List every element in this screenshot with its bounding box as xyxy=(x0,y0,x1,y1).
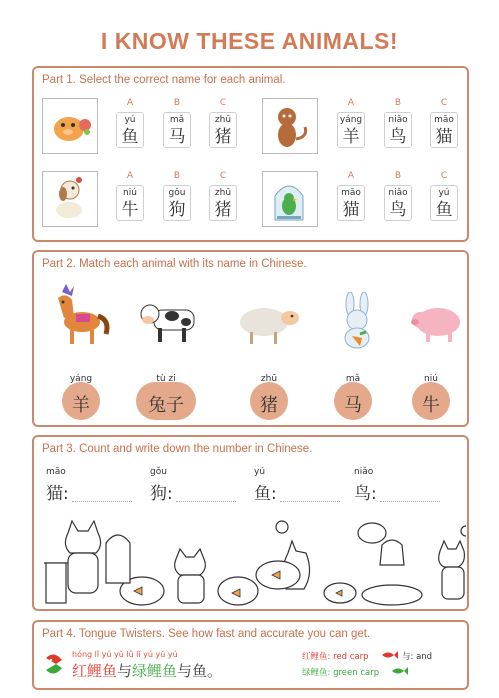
q4-option-c[interactable] xyxy=(430,171,458,221)
option-hanzi: 马 xyxy=(168,127,186,147)
legend-and: 与: and xyxy=(402,652,433,662)
option-pinyin: yáng xyxy=(339,115,363,125)
part3-section xyxy=(32,435,469,611)
pig-icon[interactable] xyxy=(408,300,462,352)
q1-option-b[interactable] xyxy=(163,98,191,148)
count-pinyin: niǎo xyxy=(354,467,374,477)
cat-icon xyxy=(262,98,318,154)
option-letter: B xyxy=(173,98,181,108)
part4-section xyxy=(32,620,469,690)
q2-option-c[interactable] xyxy=(430,98,458,148)
option-pinyin: niǎo xyxy=(388,115,408,125)
name-pinyin: yáng xyxy=(69,374,93,384)
green-fish-icon xyxy=(390,666,408,676)
pig-icon xyxy=(42,98,98,154)
option-pinyin: niú xyxy=(123,188,137,198)
name-hanzi: 马 xyxy=(344,395,362,416)
page-title: I KNOW THESE ANIMALS! xyxy=(100,28,399,54)
answer-line[interactable] xyxy=(280,501,340,502)
option-pinyin: māo xyxy=(341,188,361,198)
option-pinyin: gǒu xyxy=(168,188,186,198)
q1-option-a[interactable] xyxy=(116,98,144,148)
part3-instruction: Part 3. Count and write down the number in Chinese. xyxy=(42,443,313,455)
option-letter: B xyxy=(173,171,181,181)
answer-line[interactable] xyxy=(72,501,132,502)
twister-and: 与 xyxy=(117,662,133,680)
option-hanzi: 牛 xyxy=(121,200,139,220)
count-pinyin: māo xyxy=(46,467,66,477)
name-hanzi: 牛 xyxy=(422,395,440,416)
name-hanzi: 羊 xyxy=(72,395,90,416)
twister-text xyxy=(72,660,222,681)
q4-option-a[interactable] xyxy=(337,171,365,221)
q3-option-c[interactable] xyxy=(209,171,237,221)
option-pinyin: zhū xyxy=(214,188,232,198)
legend-red-carp: 红鲤鱼: red carp xyxy=(302,652,369,662)
part1-instruction: Part 1. Select the correct name for each animal. xyxy=(42,74,286,86)
count-pinyin: gǒu xyxy=(150,467,167,477)
count-bird[interactable] xyxy=(354,467,377,504)
name-hanzi: 猪 xyxy=(260,395,278,416)
sheep-icon[interactable] xyxy=(236,300,302,352)
part1-section xyxy=(32,66,469,242)
q4-option-b[interactable] xyxy=(384,171,412,221)
q1-option-c[interactable] xyxy=(209,98,237,148)
option-letter: A xyxy=(347,171,355,181)
option-pinyin: mǎ xyxy=(169,115,185,125)
part2-instruction: Part 2. Match each animal with its name in Chinese. xyxy=(42,258,307,270)
count-hanzi: 狗: xyxy=(150,484,173,504)
count-hanzi: 猫: xyxy=(46,484,69,504)
answer-line[interactable] xyxy=(176,501,236,502)
q2-option-a[interactable] xyxy=(337,98,365,148)
carp-icon xyxy=(40,650,68,678)
option-hanzi: 鱼 xyxy=(435,200,453,220)
bird-icon xyxy=(262,171,318,227)
option-pinyin: zhū xyxy=(214,115,232,125)
name-pinyin: mǎ xyxy=(345,374,361,384)
option-pinyin: yú xyxy=(438,188,450,198)
cow-icon[interactable] xyxy=(138,296,200,352)
name-circle-ma[interactable] xyxy=(334,374,372,420)
count-pinyin: yú xyxy=(254,467,266,477)
count-hanzi: 鸟: xyxy=(354,484,377,504)
count-hanzi: 鱼: xyxy=(254,484,277,504)
name-circle-niu[interactable] xyxy=(412,374,450,420)
dog-icon xyxy=(42,171,98,227)
q3-option-b[interactable] xyxy=(163,171,191,221)
option-letter: B xyxy=(394,171,402,181)
option-hanzi: 鱼 xyxy=(121,127,139,147)
answer-line[interactable] xyxy=(380,501,440,502)
option-letter: C xyxy=(219,98,227,108)
q2-option-b[interactable] xyxy=(384,98,412,148)
name-hanzi: 兔子 xyxy=(148,395,184,416)
twister-red-carp: 红鲤鱼 xyxy=(72,662,118,680)
option-hanzi: 羊 xyxy=(342,127,360,147)
option-letter: B xyxy=(394,98,402,108)
part4-instruction: Part 4. Tongue Twisters. See how fast and accurate you can get. xyxy=(42,628,371,640)
name-circle-yang[interactable] xyxy=(62,374,100,420)
counting-scene-illustration xyxy=(38,513,466,609)
option-hanzi: 鸟 xyxy=(389,200,407,220)
rabbit-icon[interactable] xyxy=(332,292,382,354)
name-pinyin: zhū xyxy=(260,374,278,384)
option-letter: C xyxy=(219,171,227,181)
red-fish-icon xyxy=(380,650,398,660)
name-pinyin: tù zi xyxy=(156,374,176,384)
part2-section xyxy=(32,250,469,427)
option-letter: A xyxy=(126,98,134,108)
option-hanzi: 猫 xyxy=(342,200,360,220)
twister-pinyin: hóng lǐ yú yǔ lǜ lǐ yú yǔ yú xyxy=(72,650,178,659)
twister-green-carp: 绿鲤鱼 xyxy=(132,662,178,680)
count-fish[interactable] xyxy=(254,467,277,504)
option-hanzi: 猪 xyxy=(214,127,232,147)
legend-green-carp: 绿鲤鱼: green carp xyxy=(302,668,380,678)
option-letter: A xyxy=(126,171,134,181)
name-circle-tuzi[interactable] xyxy=(136,374,196,420)
option-hanzi: 猫 xyxy=(435,127,453,147)
q3-option-a[interactable] xyxy=(116,171,144,221)
name-pinyin: niú xyxy=(424,374,438,384)
horse-icon[interactable] xyxy=(46,284,114,354)
twister-and-fish: 与鱼。 xyxy=(177,662,223,680)
option-hanzi: 鸟 xyxy=(389,127,407,147)
name-circle-zhu[interactable] xyxy=(250,374,288,420)
option-letter: A xyxy=(347,98,355,108)
count-cat[interactable] xyxy=(46,467,69,504)
option-pinyin: māo xyxy=(434,115,454,125)
option-hanzi: 狗 xyxy=(168,200,186,220)
option-hanzi: 猪 xyxy=(214,200,232,220)
option-letter: C xyxy=(440,98,448,108)
option-letter: C xyxy=(440,171,448,181)
option-pinyin: niǎo xyxy=(388,188,408,198)
option-pinyin: yú xyxy=(124,115,136,125)
count-dog[interactable] xyxy=(150,467,173,504)
